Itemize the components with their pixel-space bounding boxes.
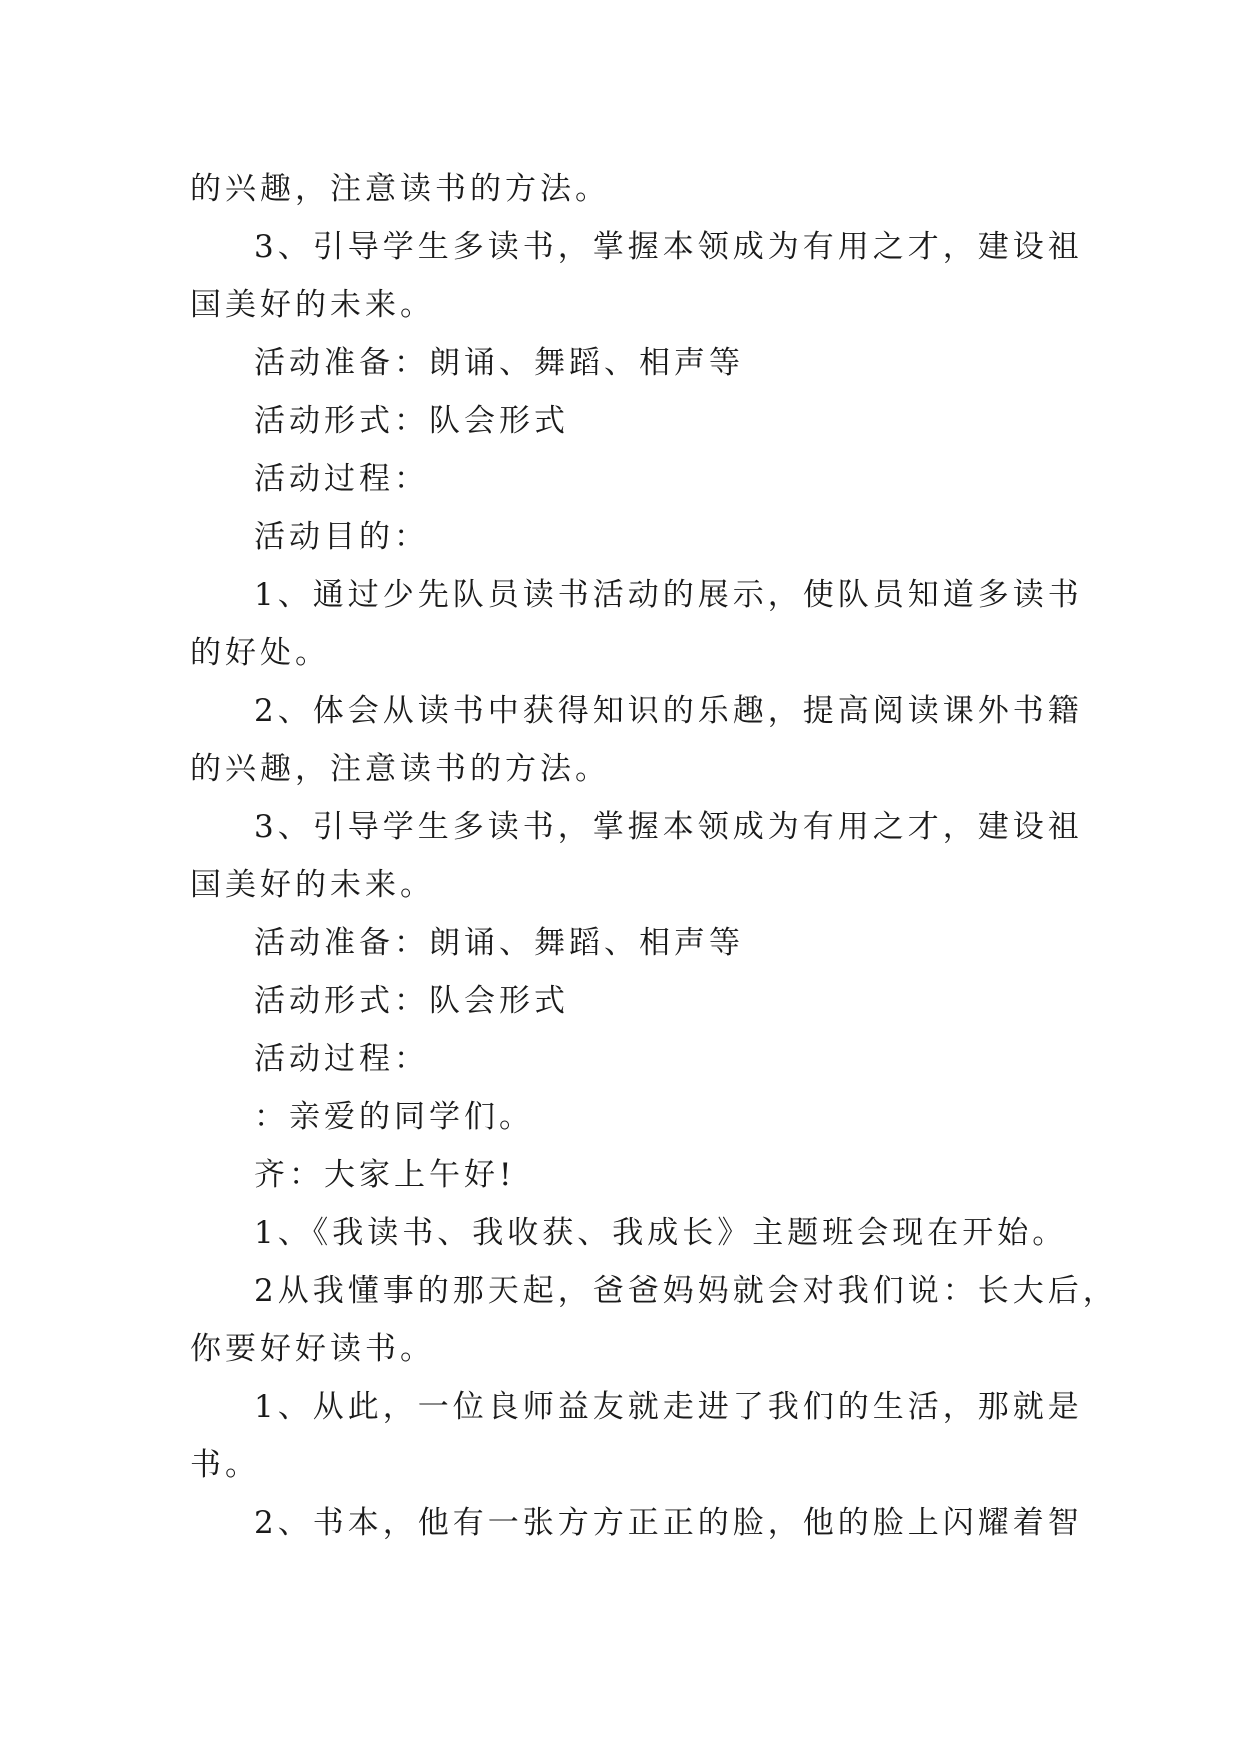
text-line: 的好处。 <box>190 635 330 671</box>
text-line: 1、《我读书、我收获、我成长》主题班会现在开始。 <box>254 1215 1068 1251</box>
text-line: ：亲爱的同学们。 <box>254 1099 534 1135</box>
text-line: 3、引导学生多读书，掌握本领成为有用之才，建设祖 <box>254 809 1083 845</box>
text-line: 活动形式：队会形式 <box>254 983 569 1019</box>
text-line: 的兴趣，注意读书的方法。 <box>190 751 610 787</box>
text-line: 的兴趣，注意读书的方法。 <box>190 171 610 207</box>
text-line: 2从我懂事的那天起，爸爸妈妈就会对我们说：长大后， <box>254 1273 1118 1309</box>
text-line: 国美好的未来。 <box>190 867 435 903</box>
text-line: 你要好好读书。 <box>190 1331 435 1367</box>
text-line: 国美好的未来。 <box>190 287 435 323</box>
text-line: 1、从此，一位良师益友就走进了我们的生活，那就是 <box>254 1389 1083 1425</box>
text-line: 2、书本，他有一张方方正正的脸，他的脸上闪耀着智 <box>254 1505 1083 1541</box>
text-line: 活动准备：朗诵、舞蹈、相声等 <box>254 345 744 381</box>
text-line: 书。 <box>190 1447 260 1483</box>
text-line: 齐：大家上午好! <box>254 1157 516 1193</box>
text-line: 2、体会从读书中获得知识的乐趣，提高阅读课外书籍 <box>254 693 1083 729</box>
text-line: 3、引导学生多读书，掌握本领成为有用之才，建设祖 <box>254 229 1083 265</box>
text-line: 活动准备：朗诵、舞蹈、相声等 <box>254 925 744 961</box>
text-line: 活动过程： <box>254 461 429 497</box>
text-line: 1、通过少先队员读书活动的展示，使队员知道多读书 <box>254 577 1083 613</box>
text-line: 活动形式：队会形式 <box>254 403 569 439</box>
document-body <box>190 160 1118 1552</box>
text-line: 活动过程： <box>254 1041 429 1077</box>
text-line: 活动目的： <box>254 519 429 555</box>
